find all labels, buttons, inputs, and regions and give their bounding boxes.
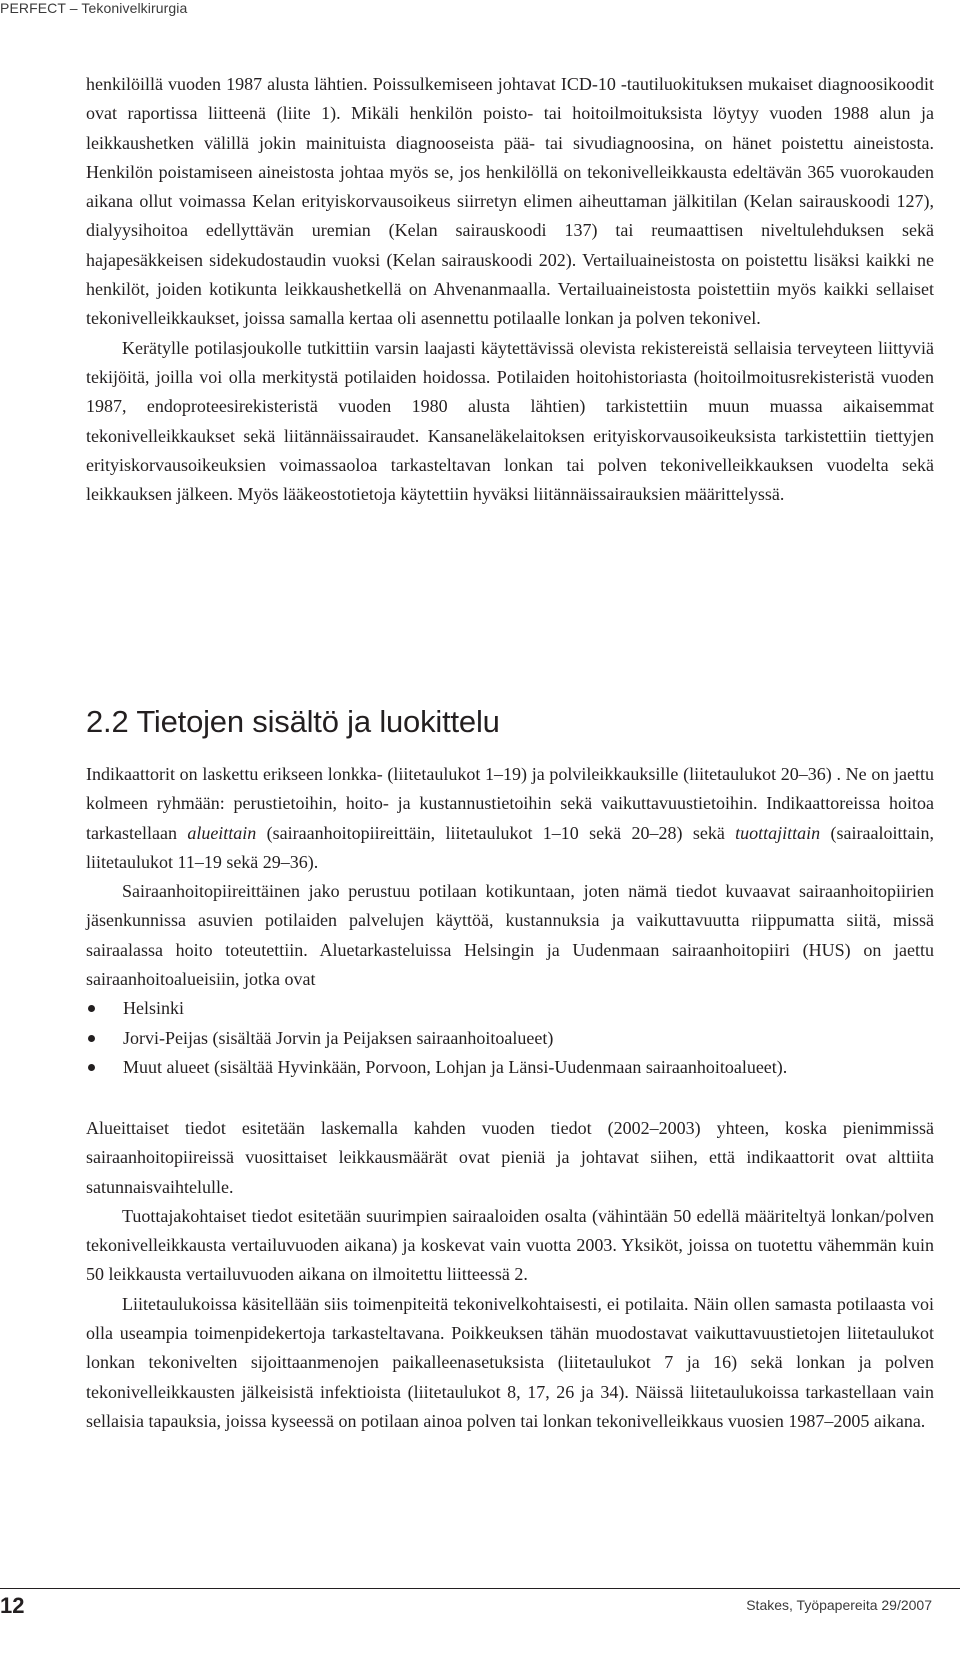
paragraph: henkilöillä vuoden 1987 alusta lähtien. Poissulkemiseen johtavat ICD-10 -tautiluokituksen mukaiset diagnoosikoodit ovat raportissa liitteenä (liite 1). Mikäli henkilön poisto- tai hoitoilmoituksista löytyy vuoden 1988 alun ja leikkaushetken välillä jokin mainituista diagnooseista pää- tai sivudiagnoosina, on hänet poistettu aineistosta. Henkilön poistamiseen aineistosta johtaa myös se, jos henkilöllä on tekonivelleikkausta edeltävän 365 vuorokauden aikana ollut voimassa Kelan erityiskorvausoikeus siirretyn elimen aiheuttaman jälkitilan (Kelan sairauskoodi 127), dialyysihoitoa edellyttävän uremian (Kelan sairauskoodi 137) tai reumaattisen niveltulehduksen sekä hajapesäkkeisen sidekudostaudin vuoksi (Kelan sairauskoodi 202). Vertailuaineistosta on poistettu lisäksi kaikki ne henkilöt, joiden kotikunta leikkaushetkellä on Ahvenanmaalla. Vertailuaineistosta poistettiin myös kaikki sellaiset tekonivelleikkaukset, joissa samalla kertaa oli asennettu potilaalle lonkan ja polven tekonivel. bbox=[86, 74, 934, 329]
list-item bbox=[86, 994, 934, 1023]
section-body-continued bbox=[86, 1114, 934, 1436]
paragraph: Kerätylle potilasjoukolle tutkittiin varsin laajasti käytettävissä olevista rekistereistä sellaisia terveyteen liittyviä tekijöitä, joilla voi olla merkitystä potilaiden hoidossa. Potilaiden hoitohistoriasta (hoitoilmoitusrekisteristä vuoden 1987, endoproteesirekisteristä vuoden 1980 alusta lähtien) tarkistettiin muun muassa aikaisemmat tekonivelleikkaukset sekä liitännäissairaudet. Kansaneläkelaitoksen erityiskorvausoikeuksista tarkistettiin tiettyjen erityiskorvausoikeuksien voimassaoloa tarkasteltavan lonkan tai polven tekonivelleikkauksen vuodelta sekä leikkauksen jälkeen. Myös lääkeostotietoja käytettiin hyväksi liitännäissairauksien määrittelyssä. bbox=[86, 337, 934, 505]
list-item bbox=[86, 1024, 934, 1053]
running-head: PERFECT – Tekonivelkirurgia bbox=[0, 0, 188, 16]
section-heading: 2.2 Tietojen sisältö ja luokittelu bbox=[86, 704, 500, 739]
paragraph: Tuottajakohtaiset tiedot esitetään suurimpien sairaaloiden osalta (vähintään 50 edellä määriteltyä lonkan/polven tekonivelleikkausta vertailuvuoden aikana) ja koskevat vain vuotta 2003. Yksiköt, joissa on tuotettu vähemmän kuin 50 leikkausta vertailuvuoden aikana on ilmoitettu liitteessä 2. bbox=[86, 1205, 934, 1285]
list-item-text: Jorvi-Peijas (sisältää Jorvin ja Peijaksen sairaanhoitoalueet) bbox=[123, 1027, 554, 1048]
list-item-text: Helsinki bbox=[123, 998, 184, 1019]
emphasis-text: tuottajittain bbox=[735, 822, 821, 843]
page-number: 12 bbox=[0, 1593, 25, 1618]
bullet-icon bbox=[88, 1035, 95, 1042]
paragraph: Sairaanhoitopiireittäinen jako perustuu potilaan kotikuntaan, joten nämä tiedot kuvaavat sairaanhoitopiirien jäsenkunnissa asuvien potilaiden palvelujen käyttöä, kustannuksia ja vaikuttavuutta riippumatta siitä, missä sairaalassa hoito toteutettiin. Aluetarkasteluissa Helsingin ja Uudenmaan sairaanhoitopiiri (HUS) on jaettu sairaanhoitoalueisiin, jotka ovat bbox=[86, 881, 934, 990]
paragraph: Liitetaulukoissa käsitellään siis toimenpiteitä tekonivelkohtaisesti, ei potilaita. Näin ollen samasta potilaasta voi olla useampia toimenpidekertoja tarkasteltavana. Poikkeuksen tähän muodostavat vaikuttavuustietojen liitetaulukot lonkan tekonivelten sijoittaanmenojen paikalleenasetuksista (liitetaulukot 7 ja 16) sekä lonkan ja polven tekonivelleikkausten jälkeisistä infektioista (liitetaulukot 8, 17, 26 ja 34). Näissä liitetaulukoissa tarkastellaan vain sellaisia tapauksia, joissa kyseessä on potilaan ainoa polven tai lonkan tekonivelleikkaus vuosien 1987–2005 aikana. bbox=[86, 1293, 934, 1431]
bullet-icon bbox=[88, 1005, 95, 1012]
emphasis-text: alueittain bbox=[187, 822, 257, 843]
paragraph bbox=[86, 760, 934, 877]
list-item bbox=[86, 1053, 934, 1082]
intro-block bbox=[86, 70, 934, 509]
paragraph: Alueittaiset tiedot esitetään laskemalla kahden vuoden tiedot (2002–2003) yhteen, koska pienimmissä sairaanhoitopiireissä vuosittaiset leikkausmäärät ovat pieniä ja johtavat siihen, että indikaattorit ovat alttiita satunnaisvaihtelulle. bbox=[86, 1118, 934, 1197]
section-body bbox=[86, 760, 934, 1082]
list-item-text: Muut alueet (sisältää Hyvinkään, Porvoon, Lohjan ja Länsi-Uudenmaan sairaanhoitoalueet). bbox=[123, 1056, 788, 1077]
text-run: (sairaaloittain, liitetaulukot 11–19 sekä 29–36). bbox=[86, 822, 934, 872]
text-run: Indikaattorit on laskettu erikseen lonkka- (liitetaulukot 1–19) ja polvileikkauksille (liitetaulukot 20–36) . Ne on jaettu kolmeen ryhmään: perustietoihin, hoito- ja kustannustietoihin sekä vaikuttavuustietoihin. Indikaattoreissa hoitoa tarkastellaan bbox=[86, 764, 934, 843]
footer-source: Stakes, Työpapereita 29/2007 bbox=[746, 1597, 932, 1613]
bullet-icon bbox=[88, 1064, 95, 1071]
bullet-list bbox=[86, 994, 934, 1082]
footer-divider bbox=[0, 1588, 960, 1589]
text-run: (sairaanhoitopiireittäin, liitetaulukot 1–10 sekä 20–28) sekä bbox=[256, 822, 736, 843]
